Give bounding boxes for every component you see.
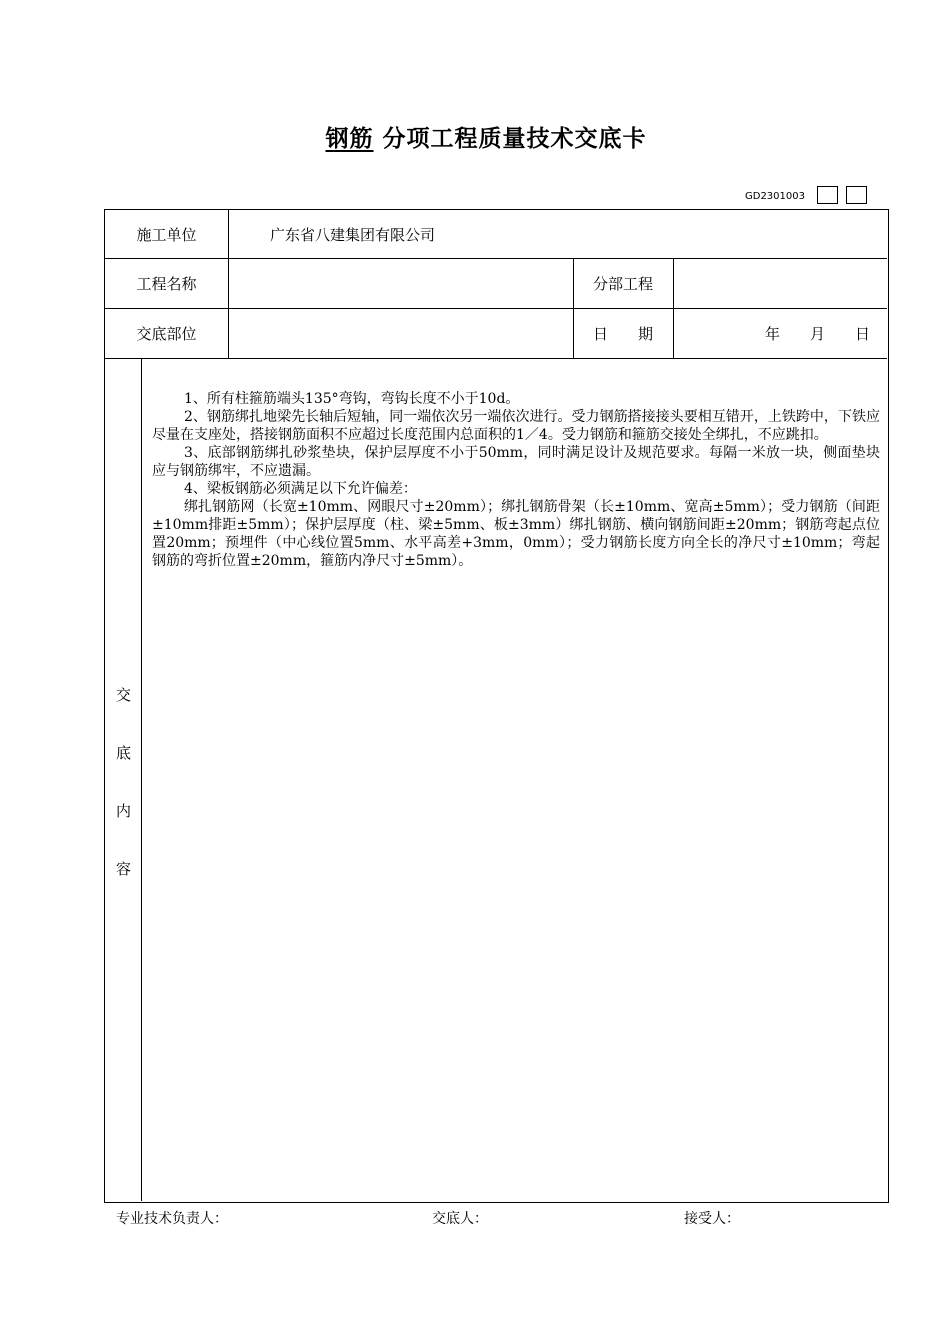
content-item-1: 1、所有柱箍筋端头135°弯钩，弯钩长度不小于10d。 [184,391,520,407]
content-item-5: 绑扎钢筋网（长宽±10mm、网眼尺寸±20mm）；绑扎钢筋骨架（长±10mm、宽高±5mm）；受力钢筋（间距±10mm排距±5mm）；保护层厚度（柱、梁±5mm、板±3mm）绑扎钢筋、横向钢筋间距±20mm；钢筋弯起点位置20mm；预埋件（中心线位置5mm、水平高差+3mm，0mm）；受力钢筋长度方向全长的净尺寸±10mm；弯起钢筋的弯折位置±20mm，箍筋内净尺寸±5mm）。 [152,499,880,569]
code-box-1 [817,186,838,204]
content-side-divider [141,358,142,1201]
side-label-char-4: 容 [115,860,131,878]
location-field[interactable] [229,308,572,358]
content-item-2: 2、钢筋绑扎地梁先长轴后短轴，同一端依次另一端依次进行。受力钢筋搭接接头要相互错开，上铁跨中，下铁应尽量在支座处，搭接钢筋面积不应超过长度范围内总面积的1／4。受力钢筋和箍筋交接处全绑扎，不应跳扣。 [152,409,880,443]
code-box-2 [846,186,867,204]
side-label-char-3: 内 [115,802,131,820]
title-underlined: 钢筋 [325,125,374,152]
page-title [0,120,950,153]
construction-unit-label: 施工单位 [136,225,197,244]
disclosure-form [104,209,889,1203]
location-label: 交底部位 [136,324,197,343]
sub-project-field[interactable] [674,258,886,308]
discloser-signature: 交底人： [432,1211,488,1227]
disclosure-content [152,390,880,570]
content-item-3: 3、底部钢筋绑扎砂浆垫块，保护层厚度不小于50mm，同时满足设计及规范要求。每隔一米放一块，侧面垫块应与钢筋绑牢，不应遗漏。 [152,445,880,479]
sub-project-label: 分部工程 [592,274,653,293]
row-divider-3 [105,358,887,359]
date-value: 年 月 日 [765,324,871,343]
project-name-field[interactable] [229,258,572,308]
title-rest: 分项工程质量技术交底卡 [382,125,647,152]
date-label: 日 期 [592,324,653,343]
side-label-char-1: 交 [115,686,131,704]
tech-lead-signature: 专业技术负责人： [116,1211,228,1227]
side-label-char-2: 底 [115,744,131,762]
document-code: GD2301003 [745,191,805,202]
content-item-4: 4、梁板钢筋必须满足以下允许偏差： [184,481,417,497]
project-name-label: 工程名称 [136,274,197,293]
receiver-signature: 接受人： [684,1211,740,1227]
construction-unit-value: 广东省八建集团有限公司 [270,225,436,244]
